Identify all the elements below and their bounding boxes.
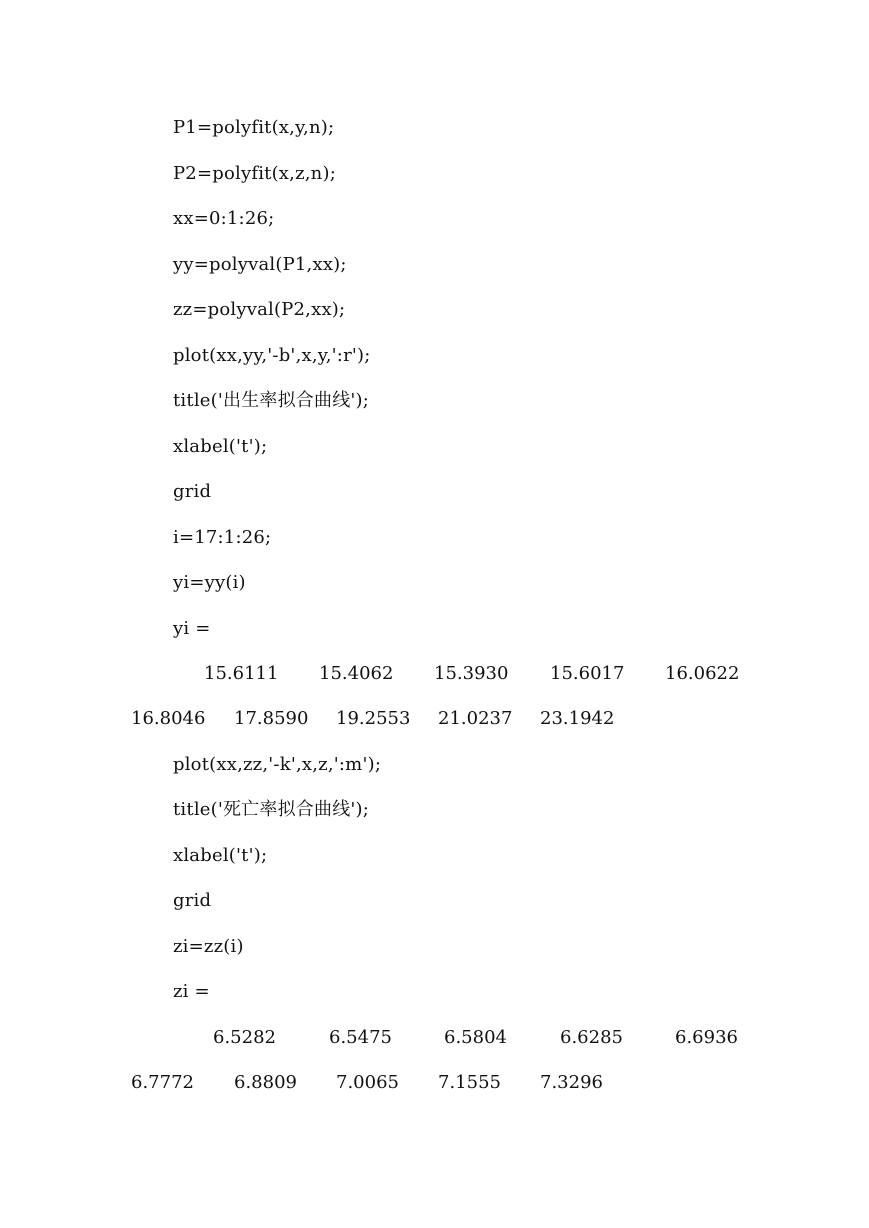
zi-value: 6.6285	[560, 1027, 623, 1048]
yi-value: 16.0622	[665, 663, 740, 684]
code-line: zz=polyval(P2,xx);	[173, 299, 346, 320]
yi-value: 15.4062	[319, 663, 394, 684]
zi-output-row-2	[0, 1072, 869, 1094]
zi-value: 7.3296	[540, 1072, 603, 1093]
yi-value: 15.3930	[434, 663, 509, 684]
zi-value: 6.8809	[234, 1072, 297, 1093]
zi-value: 6.5804	[444, 1027, 507, 1048]
code-line: yi=yy(i)	[173, 572, 246, 593]
yi-value: 17.8590	[234, 708, 309, 729]
zi-value: 6.7772	[131, 1072, 194, 1093]
code-line: zi =	[173, 981, 210, 1002]
zi-output-row-1	[0, 1027, 869, 1049]
code-line: plot(xx,yy,'-b',x,y,':r');	[173, 345, 371, 366]
code-line: yi =	[173, 618, 211, 639]
code-line: title('死亡率拟合曲线');	[173, 799, 370, 820]
code-line: plot(xx,zz,'-k',x,z,':m');	[173, 754, 382, 775]
zi-value: 6.5282	[213, 1027, 276, 1048]
code-line: grid	[173, 890, 212, 911]
code-line: xx=0:1:26;	[173, 208, 275, 229]
code-line: xlabel('t');	[173, 845, 268, 866]
code-line: yy=polyval(P1,xx);	[173, 254, 347, 275]
yi-value: 21.0237	[438, 708, 513, 729]
code-line: P2=polyfit(x,z,n);	[173, 163, 336, 184]
zi-value: 7.1555	[438, 1072, 501, 1093]
yi-value: 23.1942	[540, 708, 615, 729]
code-line: grid	[173, 481, 212, 502]
yi-value: 15.6017	[550, 663, 625, 684]
code-line: zi=zz(i)	[173, 936, 244, 957]
code-line: title('出生率拟合曲线');	[173, 390, 370, 411]
zi-value: 7.0065	[336, 1072, 399, 1093]
code-line: i=17:1:26;	[173, 527, 272, 548]
code-line: P1=polyfit(x,y,n);	[173, 117, 335, 138]
yi-value: 15.6111	[204, 663, 279, 684]
yi-output-row-1	[0, 663, 869, 685]
yi-value: 19.2553	[336, 708, 411, 729]
zi-value: 6.6936	[675, 1027, 738, 1048]
yi-value: 16.8046	[131, 708, 206, 729]
code-line: xlabel('t');	[173, 436, 268, 457]
zi-value: 6.5475	[329, 1027, 392, 1048]
yi-output-row-2	[0, 708, 869, 730]
